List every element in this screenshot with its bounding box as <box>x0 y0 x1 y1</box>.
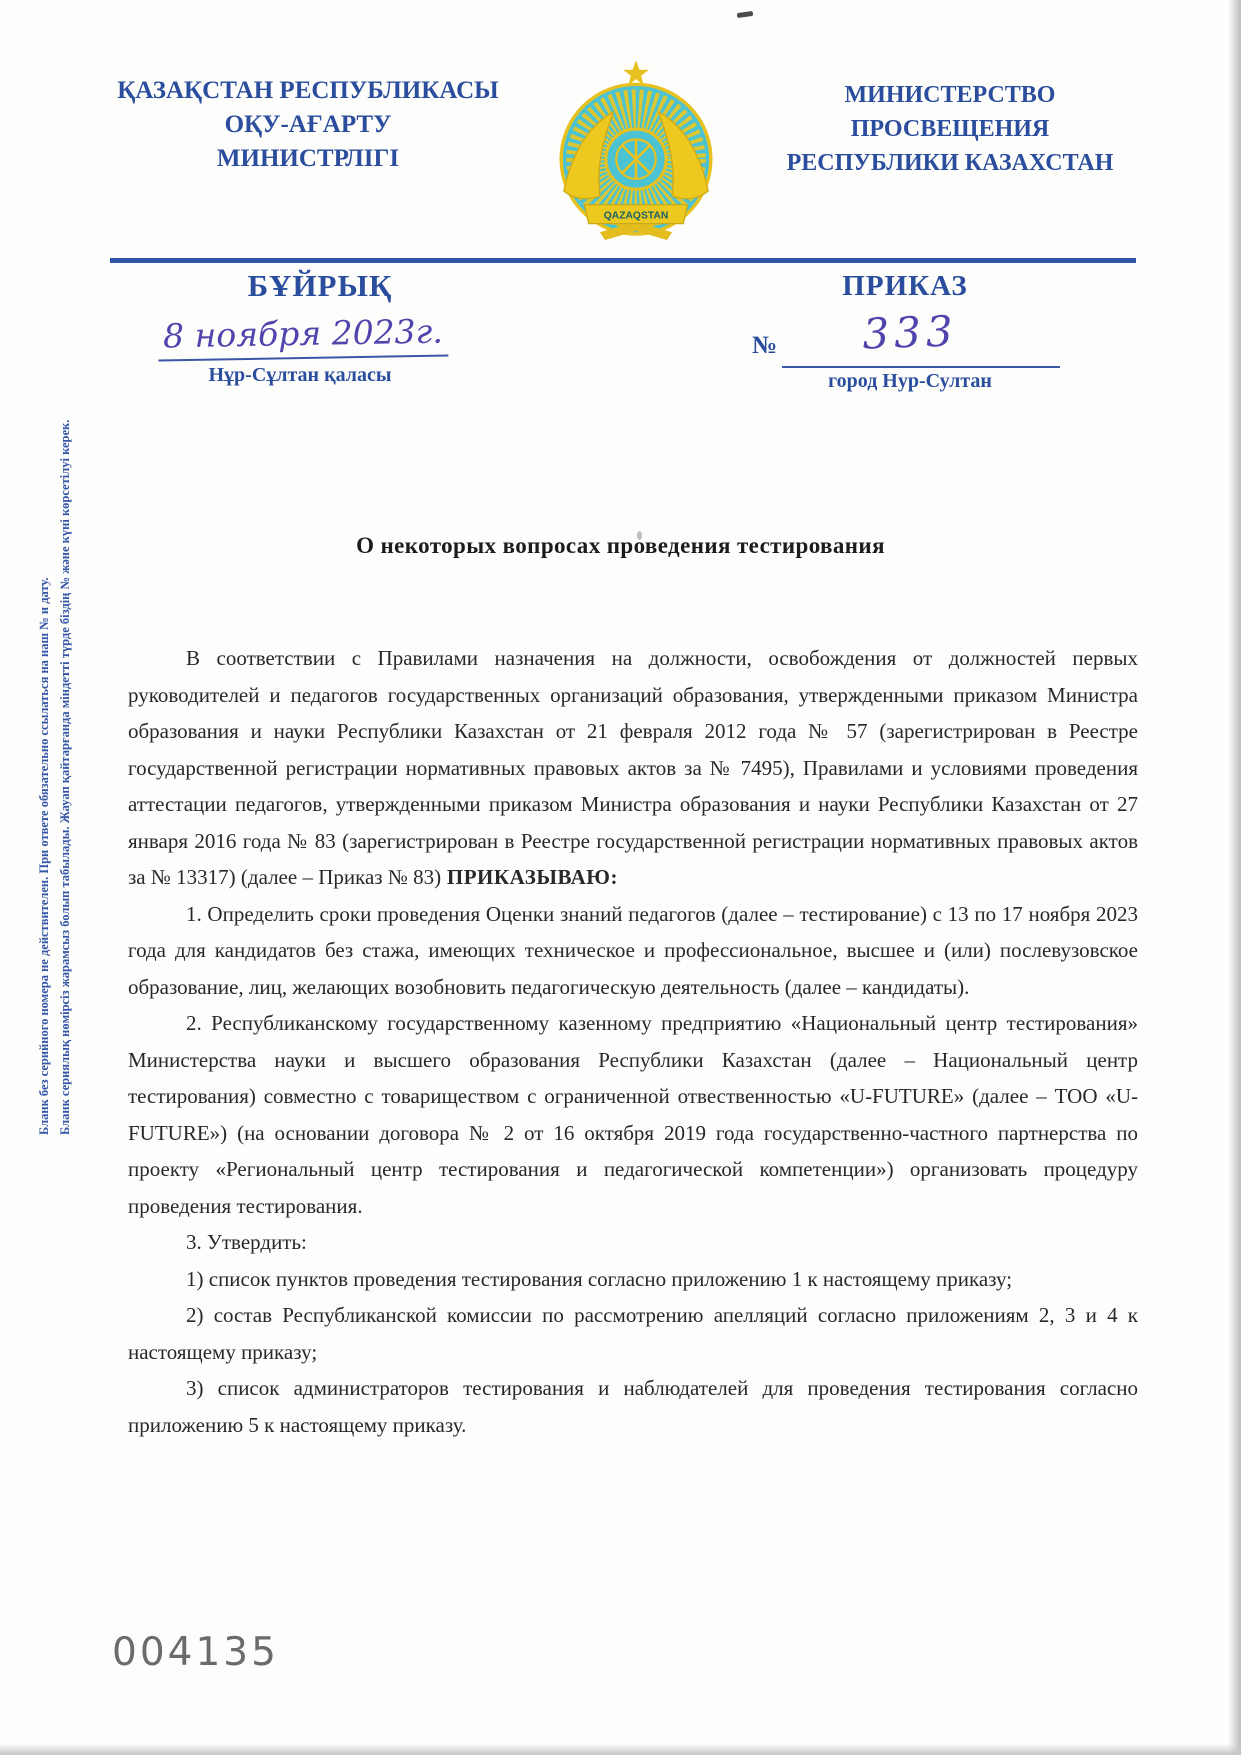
paragraph: 3. Утвердить: <box>186 1230 307 1254</box>
order-title-russian: ПРИКАЗ <box>842 270 968 302</box>
paragraph: 1. Определить сроки проведения Оценки знаний педагогов (далее – тестирование) с 13 по 17 ноября 2023 года для кандидатов без стажа, имеющих техническое и профессиональное, высшее и (или) послевузовское образование, лиц, желающих возобновить педагогическую деятельность (далее – кандидаты). <box>128 901 1138 999</box>
blank-validity-note-kazakh: Бланк сериялық нөмірсіз жарамсыз болып табылады. Жауап қайтарғанда міндетті түрде біздің № және күні көрсетілуі керек. <box>58 419 72 1135</box>
blank-validity-note <box>34 415 76 1135</box>
order-number-underline <box>782 366 1060 368</box>
handwritten-order-number: 333 <box>861 306 959 359</box>
paragraph: В соответствии с Правилами назначения на должности, освобождения от должностей первых руководителей и педагогов государственных организаций образования, утвержденными приказом Министра образования и науки Республики Казахстан от 21 февраля 2012 года № 57 (зарегистрирован в Реестре государственной регистрации нормативных правовых актов за № 7495), Правилами и условиями проведения аттестации педагогов, утвержденными приказом Министра образования и науки Республики Казахстан от 27 января 2016 года № 83 (зарегистрирован в Реестре государственной регистрации нормативных правовых актов за № 13317) (далее – Приказ № 83) ПРИКАЗЫВАЮ: <box>128 646 1138 889</box>
blank-validity-note-russian: Бланк без серийного номера не действителен. При ответе обязательно ссылаться на наш № и дату. <box>37 577 51 1135</box>
letterhead <box>108 66 1136 250</box>
order-title-kazakh: БҰЙРЫҚ <box>247 268 393 303</box>
emblem-banner-text: QAZAQSTAN <box>603 210 669 222</box>
scan-edge-bottom <box>0 1744 1241 1755</box>
city-kazakh: Нұр-Сұлтан қаласы <box>208 364 392 386</box>
ministry-name-russian: МИНИСТЕРСТВО ПРОСВЕЩЕНИЯ РЕСПУБЛИКИ КАЗАХСТАН <box>786 82 1114 176</box>
blank-serial-number: 004135 <box>112 1630 279 1675</box>
paragraph: 2. Республиканскому государственному казенному предприятию «Национальный центр тестирования» Министерства науки и высшего образования Республики Казахстан (далее – Национальный центр тестирования) совместно с товариществом с ограниченной отвественностью «U-FUTURE» (далее – ТОО «U-FUTURE») (на основании договора № 2 от 16 октября 2019 года государственно-частного партнерства по проекту «Региональный центр тестирования и педагогической компетенции») организовать процедуру проведения тестирования. <box>128 1011 1138 1218</box>
scan-artifact-dash <box>737 11 754 18</box>
city-russian: город Нур-Султан <box>828 370 992 392</box>
header-divider-rule <box>110 258 1136 263</box>
paragraph: 3) список администраторов тестирования и наблюдателей для проведения тестирования согласно приложению 5 к настоящему приказу. <box>128 1376 1138 1437</box>
handwritten-date: 8 ноября 2023г. <box>158 311 449 361</box>
scan-edge-right <box>1228 0 1241 1755</box>
ministry-name-kazakh: ҚАЗАҚСТАН РЕСПУБЛИКАСЫ ОҚУ-АҒАРТУ МИНИСТРЛІГІ <box>117 77 499 172</box>
document-title: О некоторых вопросах проведения тестирования <box>356 533 885 558</box>
paragraph: 2) состав Республиканской комиссии по рассмотрению апелляций согласно приложениям 2, 3 и 4 к настоящему приказу; <box>128 1303 1138 1364</box>
kazakhstan-coat-of-arms-icon <box>550 58 722 250</box>
document-body <box>128 640 1138 1443</box>
order-number-label: № <box>752 332 778 359</box>
paragraph: 1) список пунктов проведения тестирования согласно приложению 1 к настоящему приказу; <box>186 1266 1013 1291</box>
